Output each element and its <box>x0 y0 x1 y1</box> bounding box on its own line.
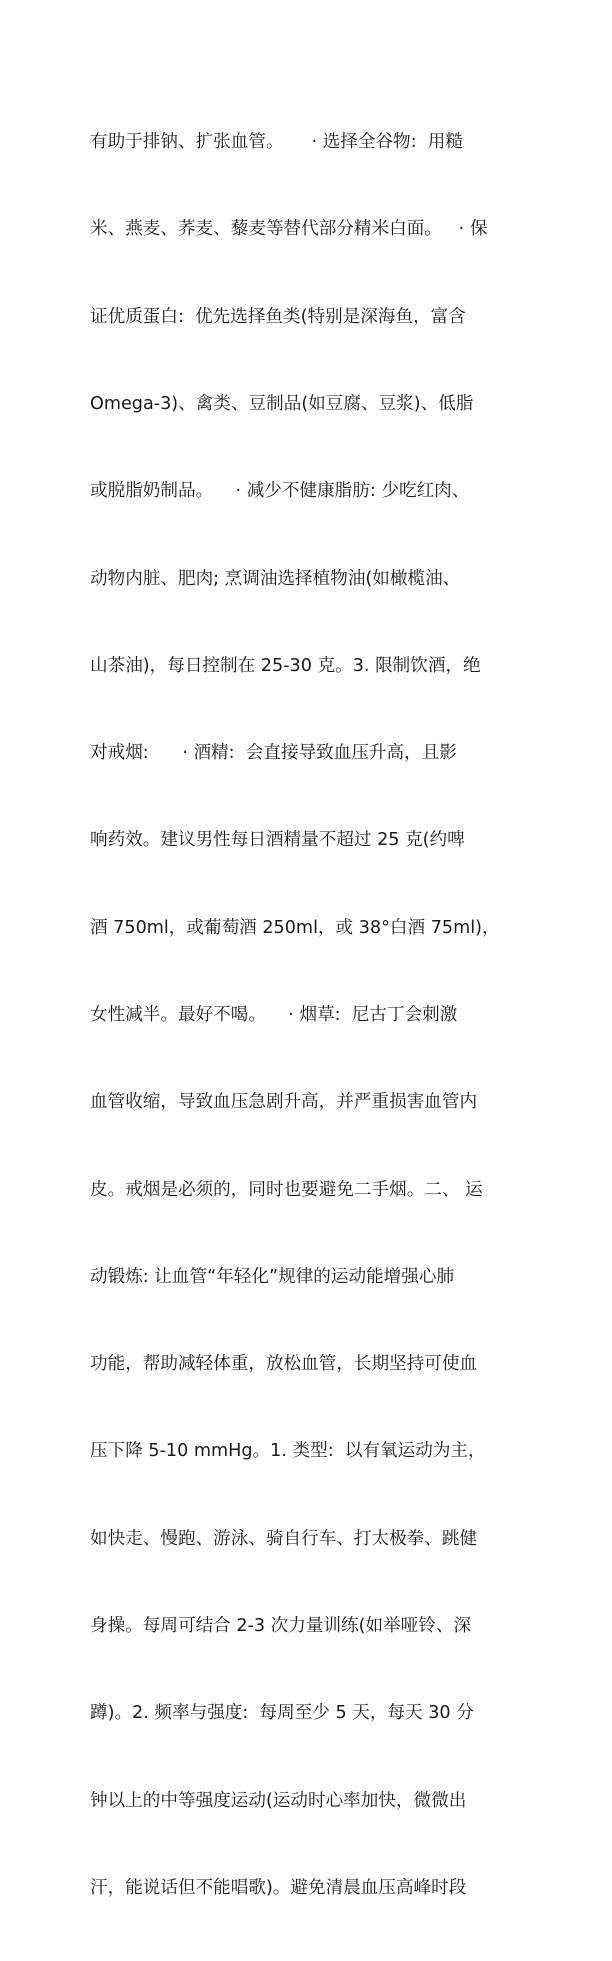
text-line: Omega-3)、禽类、豆制品(如豆腐、豆浆)、低脂 <box>90 394 474 415</box>
text-line: 功能，帮助减轻体重，放松血管，长期坚持可使血 <box>90 1354 478 1375</box>
text-line: 身操。每周可结合 2-3 次力量训练(如举哑铃、深 <box>90 1615 472 1636</box>
text-line: 或脱脂奶制品。 · 减少不健康脂肪: 少吃红肉、 <box>90 481 470 502</box>
text-line: 米、燕麦、荞麦、藜麦等替代部分精米白面。 · 保 <box>90 219 488 240</box>
text-line: 女性减半。最好不喝。 · 烟草: 尼古丁会刺激 <box>90 1005 458 1025</box>
text-line: 汗，能说话但不能唱歌)。避免清晨血压高峰时段 <box>90 1877 467 1898</box>
text-line: 证优质蛋白: 优先选择鱼类(特别是深海鱼，富含 <box>90 306 466 327</box>
text-line: 对戒烟: · 酒精: 会直接导致血压升高，且影 <box>90 743 457 764</box>
text-line: 有助于排钠、扩张血管。 · 选择全谷物: 用糙 <box>90 132 463 153</box>
text-line: 山茶油)，每日控制在 25-30 克。3. 限制饮酒，绝 <box>90 655 481 676</box>
text-line: 皮。戒烟是必须的，同时也要避免二手烟。二、 运 <box>90 1179 483 1200</box>
text-line: 蹲)。2. 频率与强度: 每周至少 5 天，每天 30 分 <box>90 1703 474 1724</box>
text-line: 响药效。建议男性每日酒精量不超过 25 克(约啤 <box>90 830 465 851</box>
text-line: 酒 750ml，或葡萄酒 250ml，或 38°白酒 75ml)， <box>90 917 500 938</box>
text-line: 动锻炼: 让血管“年轻化”规律的运动能增强心肺 <box>90 1266 455 1287</box>
text-line: 钟以上的中等强度运动(运动时心率加快，微微出 <box>90 1790 467 1811</box>
text-line: 血管收缩，导致血压急剧升高，并严重损害血管内 <box>90 1092 478 1113</box>
body-text <box>90 70 522 1961</box>
text-line: 动物内脏、肥肉; 烹调油选择植物油(如橄榄油、 <box>90 568 461 589</box>
text-line: 压下降 5-10 mmHg。1. 类型: 以有氧运动为主， <box>90 1441 486 1462</box>
text-line: 如快走、慢跑、游泳、骑自行车、打太极拳、跳健 <box>90 1528 478 1549</box>
